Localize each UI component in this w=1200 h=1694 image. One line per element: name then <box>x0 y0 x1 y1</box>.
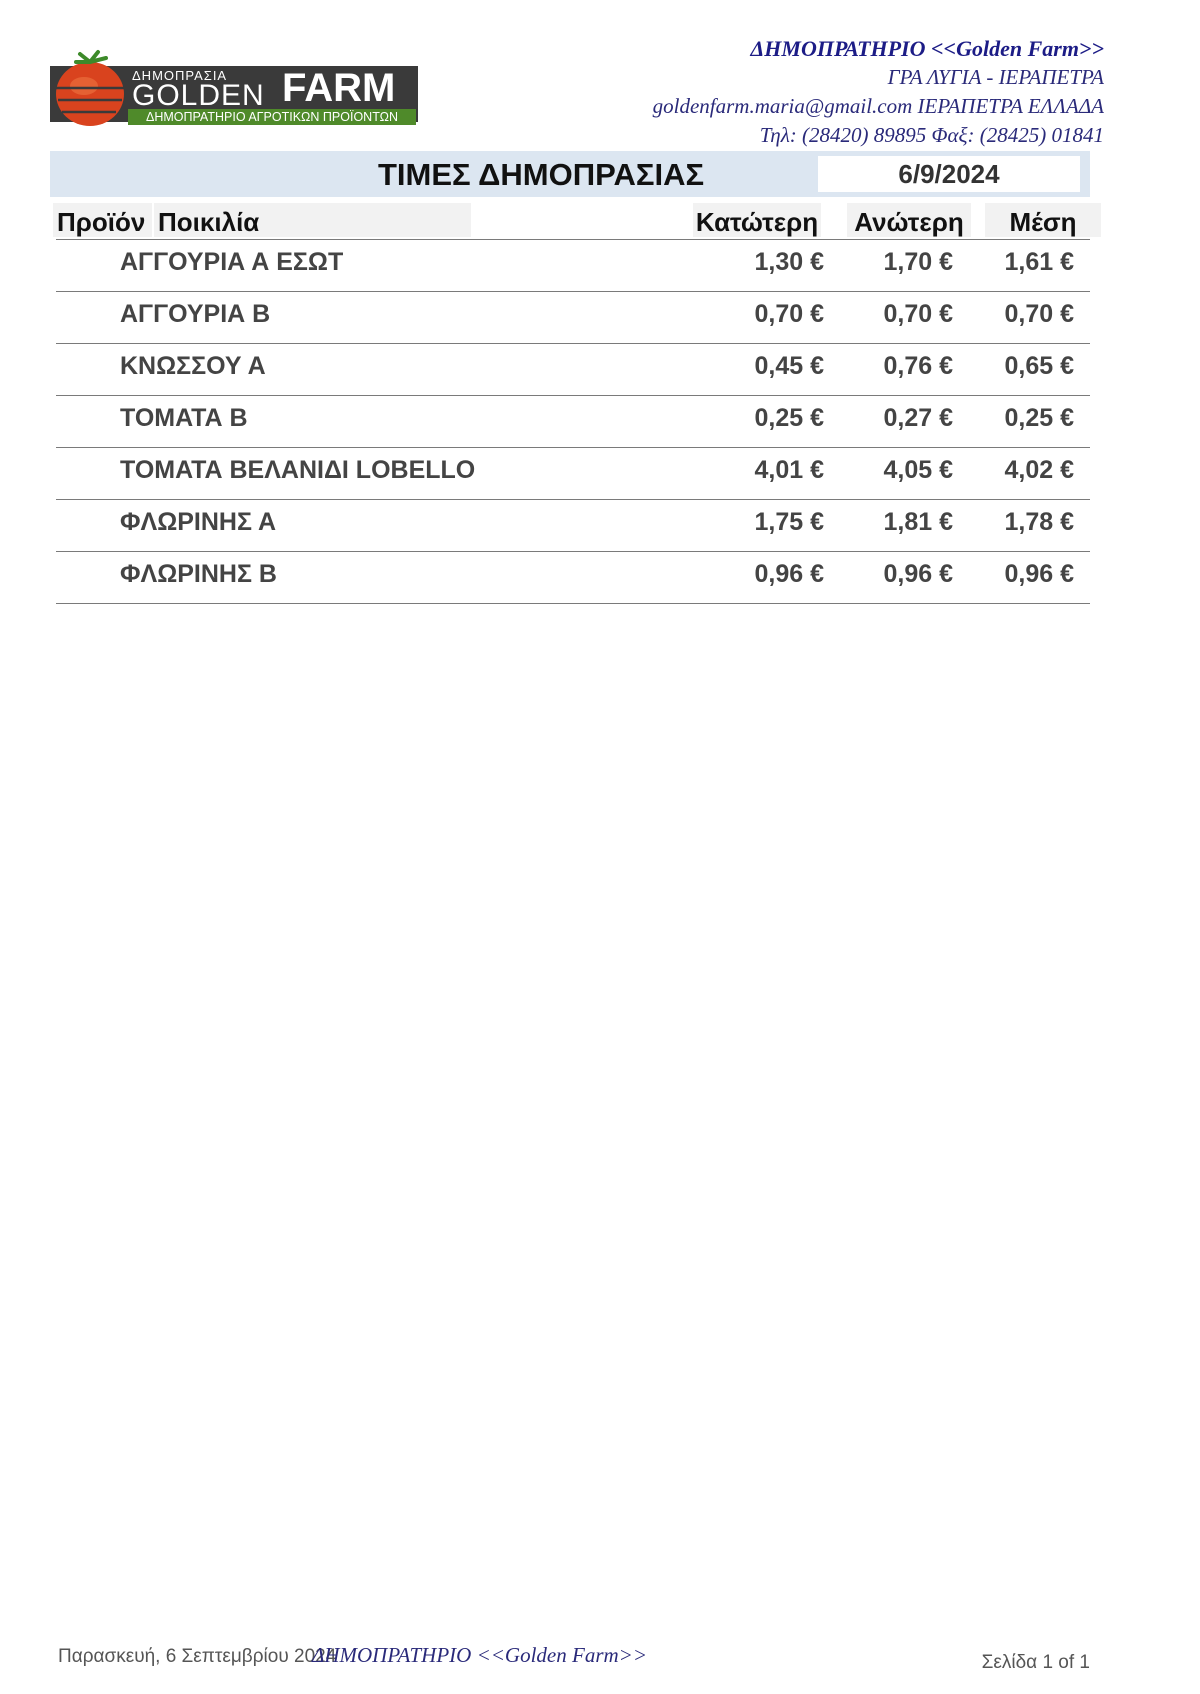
max-price: 1,70 € <box>883 248 953 276</box>
table-row <box>56 552 1090 604</box>
table-row <box>56 239 1090 292</box>
avg-price: 4,02 € <box>1004 456 1074 484</box>
avg-price: 1,78 € <box>1004 508 1074 536</box>
company-email-line: goldenfarm.maria@gmail.com ΙΕΡΑΠΕΤΡΑ ΕΛΛΑΔΑ <box>652 94 1104 118</box>
min-price: 1,30 € <box>754 248 824 276</box>
product-name: ΚΝΩΣΣΟΥ Α <box>120 352 266 380</box>
product-name: ΦΛΩΡΙΝΗΣ Β <box>120 560 277 588</box>
table-row <box>56 448 1090 500</box>
min-price: 0,70 € <box>754 300 824 328</box>
product-name: ΤΟΜΑΤΑ ΒΕΛΑΝΙΔΙ LOBELLO <box>120 456 476 484</box>
company-logo <box>50 48 420 126</box>
avg-price: 0,25 € <box>1004 404 1074 432</box>
logo-small-text: ΔΗΜΟΠΡΑΣΙΑ <box>132 68 228 83</box>
header-product: Προϊόν <box>53 203 152 237</box>
company-phone-line: Τηλ: (28420) 89895 Φαξ: (28425) 01841 <box>759 123 1104 147</box>
max-price: 1,81 € <box>883 508 953 536</box>
logo-farm-text: FARM <box>282 66 396 110</box>
avg-price: 1,61 € <box>1004 248 1074 276</box>
price-table <box>56 239 1090 604</box>
table-row <box>56 500 1090 552</box>
auction-date: 6/9/2024 <box>818 156 1080 192</box>
avg-price: 0,65 € <box>1004 352 1074 380</box>
max-price: 0,96 € <box>883 560 953 588</box>
page-title: ΤΙΜΕΣ ΔΗΜΟΠΡΑΣΙΑΣ <box>378 157 705 192</box>
header-avg: Μέση <box>985 203 1101 237</box>
product-name: ΦΛΩΡΙΝΗΣ Α <box>120 508 277 536</box>
product-name: ΑΓΓΟΥΡΙΑ Α ΕΣΩΤ <box>120 248 344 276</box>
product-name: ΑΓΓΟΥΡΙΑ Β <box>120 300 271 328</box>
max-price: 0,76 € <box>883 352 953 380</box>
product-name: ΤΟΜΑΤΑ Β <box>120 404 248 432</box>
header-max: Ανώτερη <box>847 203 971 237</box>
company-name: ΔΗΜΟΠΡΑΤΗΡΙΟ <<Golden Farm>> <box>750 36 1104 61</box>
max-price: 4,05 € <box>883 456 953 484</box>
min-price: 0,45 € <box>754 352 824 380</box>
company-address: ΓΡΑ ΛΥΓΙΑ - ΙΕΡΑΠΕΤΡΑ <box>887 65 1104 89</box>
footer-page-number: Σελίδα 1 of 1 <box>981 1652 1090 1673</box>
min-price: 4,01 € <box>754 456 824 484</box>
table-row <box>56 344 1090 396</box>
avg-price: 0,96 € <box>1004 560 1074 588</box>
footer-date: Παρασκευή, 6 Σεπτεμβρίου 2024 <box>58 1646 337 1667</box>
title-bar <box>50 151 1090 197</box>
min-price: 0,96 € <box>754 560 824 588</box>
header-min: Κατώτερη <box>693 203 821 237</box>
company-info <box>544 34 1104 150</box>
logo-golden-text: GOLDEN <box>132 79 265 112</box>
max-price: 0,70 € <box>883 300 953 328</box>
header-variety: Ποικιλία <box>154 203 471 237</box>
table-row <box>56 396 1090 448</box>
avg-price: 0,70 € <box>1004 300 1074 328</box>
max-price: 0,27 € <box>883 404 953 432</box>
logo-subtitle: ΔΗΜΟΠΡΑΤΗΡΙΟ ΑΓΡΟΤΙΚΩΝ ΠΡΟΪΟΝΤΩΝ <box>128 109 416 125</box>
table-row <box>56 292 1090 344</box>
footer-company: ΔΗΜΟΠΡΑΤΗΡΙΟ <<Golden Farm>> <box>312 1643 648 1667</box>
tomato-icon <box>50 48 136 128</box>
min-price: 0,25 € <box>754 404 824 432</box>
min-price: 1,75 € <box>754 508 824 536</box>
